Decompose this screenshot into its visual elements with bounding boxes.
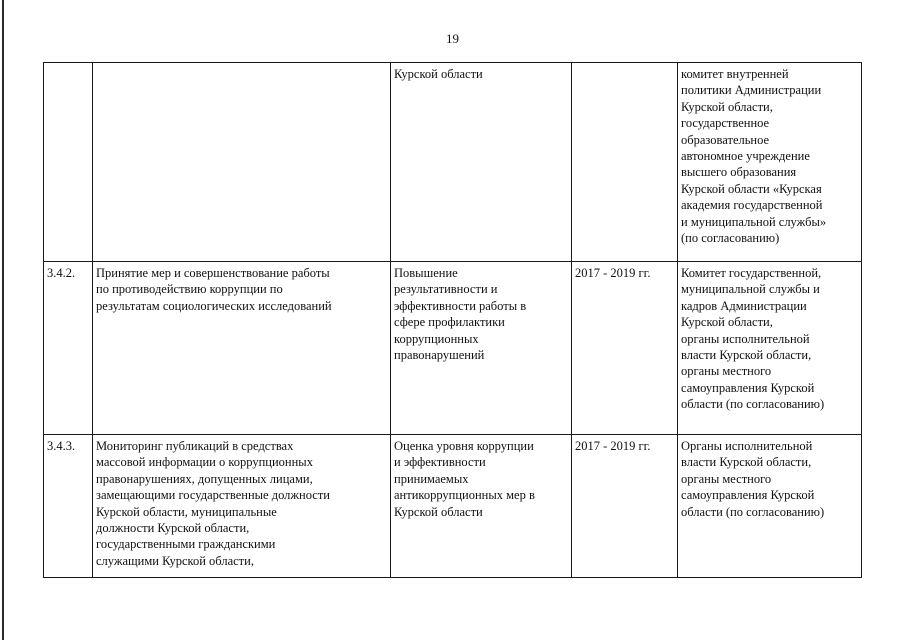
table-row <box>44 262 862 435</box>
executor-cell: Органы исполнительной власти Курской области, органы местного самоуправления Курской области (по согласованию) <box>678 435 862 578</box>
row-number <box>44 63 93 262</box>
event-cell: Принятие мер и совершенствование работы по противодействию коррупции по результатам социологических исследований <box>93 262 391 435</box>
period-cell: 2017 - 2019 гг. <box>572 262 678 435</box>
event-cell: Мониторинг публикаций в средствах массовой информации о коррупционных правонарушениях, допущенных лицами, замещающими государственные должности Курской области, муниципальные должности Курской области, государственными гражданскими служащими Курской области, <box>93 435 391 578</box>
period-cell <box>572 63 678 262</box>
table-row <box>44 435 862 578</box>
page-number: 19 <box>446 31 459 46</box>
executor-cell: комитет внутренней политики Администрации Курской области, государственное образовательное автономное учреждение высшего образования Курской области «Курская академия государственной и муниципальной службы» (по согласованию) <box>678 63 862 262</box>
page-left-edge <box>2 0 4 640</box>
row-number: 3.4.3. <box>44 435 93 578</box>
result-cell: Курской области <box>391 63 572 262</box>
result-cell: Оценка уровня коррупции и эффективности принимаемых антикоррупционных мер в Курской области <box>391 435 572 578</box>
result-cell: Повышение результативности и эффективности работы в сфере профилактики коррупционных правонарушений <box>391 262 572 435</box>
event-cell <box>93 63 391 262</box>
period-cell: 2017 - 2019 гг. <box>572 435 678 578</box>
table-row <box>44 63 862 262</box>
measures-table <box>43 62 862 578</box>
executor-cell: Комитет государственной, муниципальной службы и кадров Администрации Курской области, органы исполнительной власти Курской области, органы местного самоуправления Курской области (по согласованию) <box>678 262 862 435</box>
row-number: 3.4.2. <box>44 262 93 435</box>
